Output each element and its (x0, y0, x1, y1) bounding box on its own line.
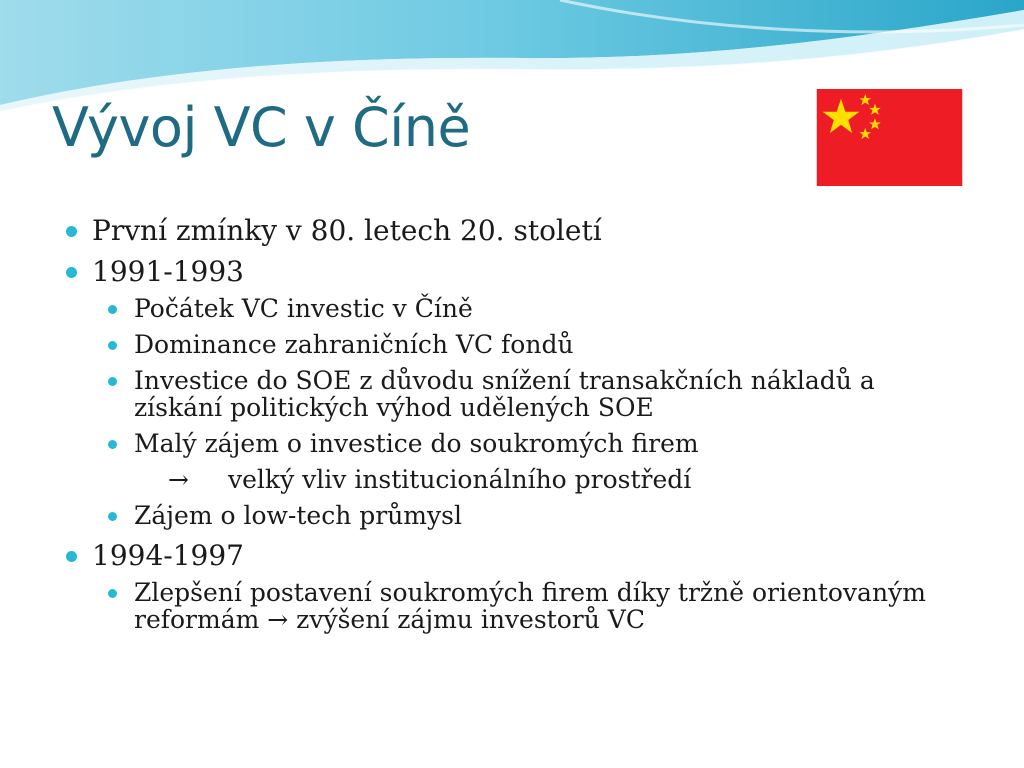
sub-bullet-list (66, 295, 966, 529)
sub-bullet-text: Počátek VC investic v Číně (134, 294, 473, 323)
bullet-text: První zmínky v 80. letech 20. století (92, 214, 602, 247)
sub-bullet-text: Malý zájem o investice do soukromých firem (134, 429, 699, 458)
bullet-list (66, 214, 966, 289)
sub-bullet-item (66, 331, 966, 358)
arrow-line (66, 466, 966, 493)
sub-bullet-item (66, 502, 966, 529)
sub-bullet-item (66, 367, 966, 421)
slide-title: Vývoj VC v Číně (52, 96, 471, 159)
bullet-item (66, 255, 966, 289)
arrow-icon: → (168, 465, 189, 494)
bullet-dot-icon (66, 551, 77, 562)
bullet-dot-icon (108, 589, 117, 598)
sub-bullet-text: Investice do SOE z důvodu snížení transakčních nákladů a získání politických výhod udělených SOE (134, 366, 875, 422)
sub-bullet-item (66, 430, 966, 457)
slide-body (66, 214, 966, 633)
bullet-item (66, 539, 966, 573)
sub-bullet-item (66, 579, 966, 633)
bullet-dot-icon (108, 377, 117, 386)
bullet-text: 1994-1997 (92, 539, 244, 572)
arrow-line-text: velký vliv institucionálního prostředí (228, 465, 692, 494)
bullet-text: 1991-1993 (92, 255, 244, 288)
sub-bullet-text: Zájem o low-tech průmysl (134, 501, 462, 530)
china-flag-icon (816, 89, 963, 186)
sub-bullet-text: Dominance zahraničních VC fondů (134, 330, 574, 359)
bullet-dot-icon (108, 305, 117, 314)
bullet-item (66, 214, 966, 248)
bullet-dot-icon (108, 440, 117, 449)
sub-bullet-text: Zlepšení postavení soukromých firem díky tržně orientovaným reformám → zvýšení zájmu investorů VC (134, 578, 926, 634)
bullet-dot-icon (66, 267, 77, 278)
bullet-list (66, 539, 966, 573)
sub-bullet-list (66, 579, 966, 633)
bullet-dot-icon (66, 226, 77, 237)
sub-bullet-item (66, 295, 966, 322)
bullet-dot-icon (108, 512, 117, 521)
bullet-dot-icon (108, 341, 117, 350)
